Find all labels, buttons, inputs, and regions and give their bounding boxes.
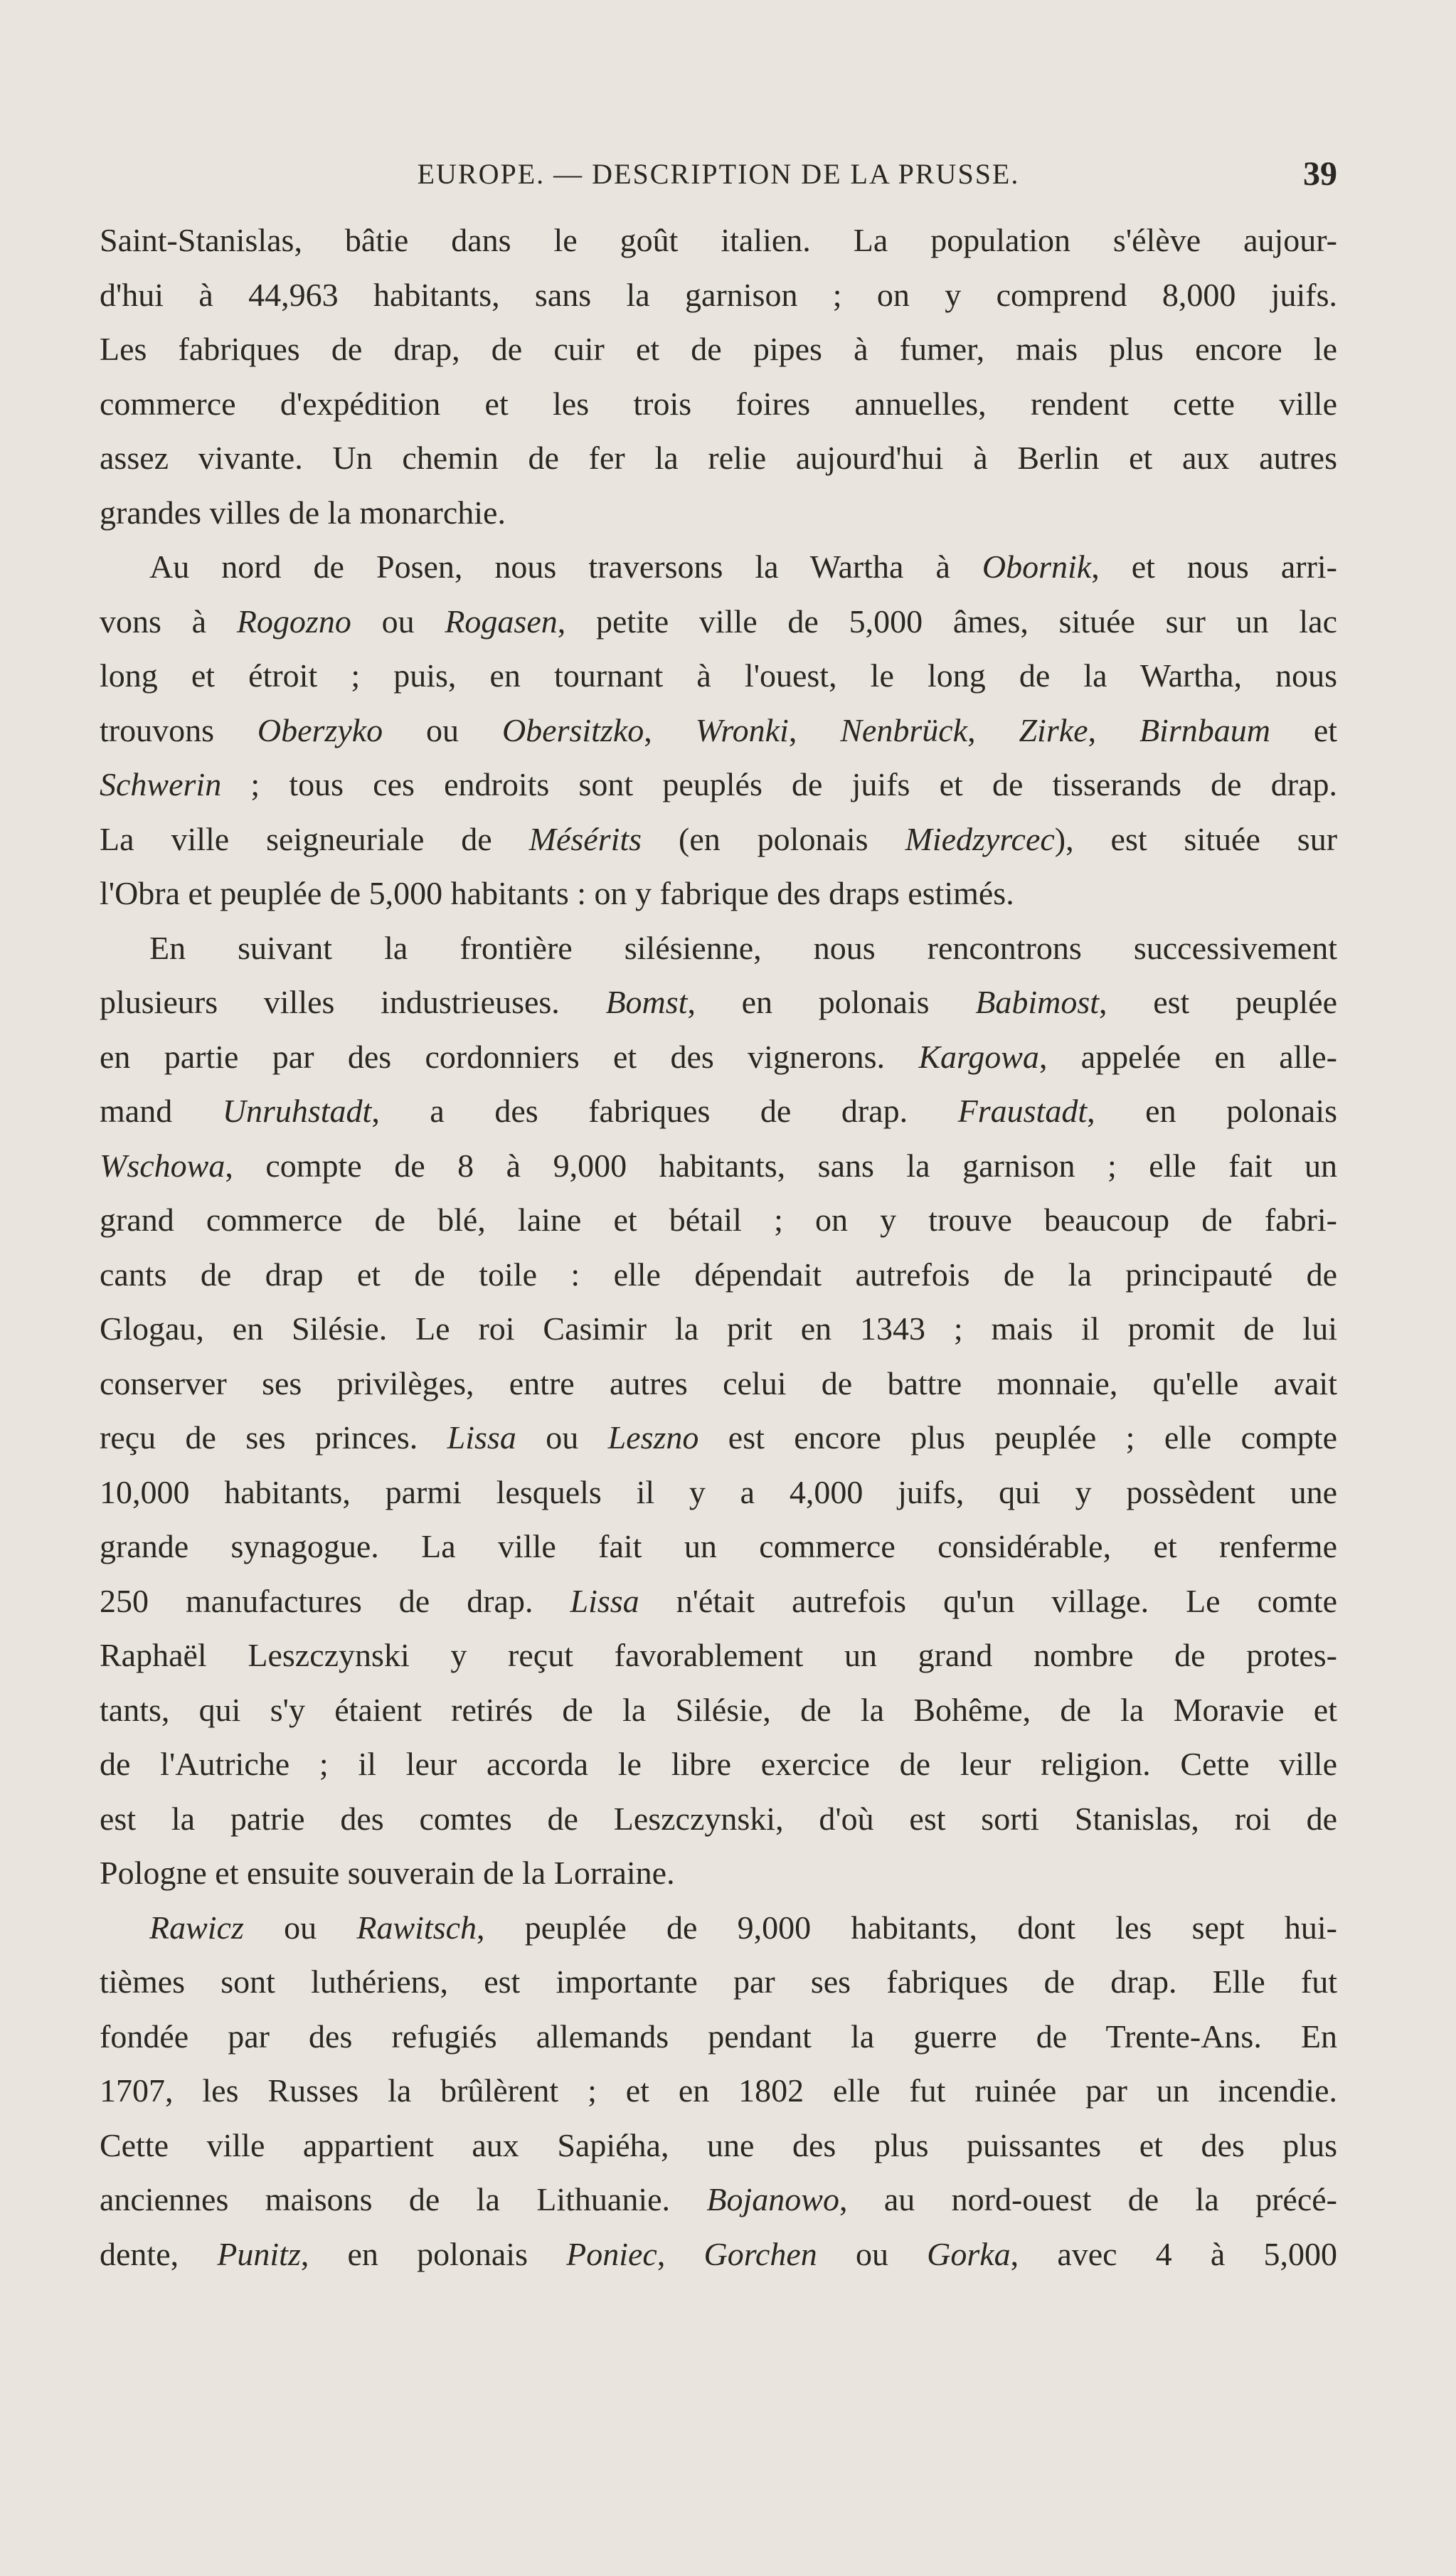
place-name: Mésérits xyxy=(528,820,642,857)
text-line: Raphaël Leszczynski y reçut favorablement un grand nombre de protes- xyxy=(100,1637,1337,1673)
text-line: Schwerin ; tous ces endroits sont peuplés de juifs et de tisserands de drap. xyxy=(100,766,1337,802)
place-name: Leszno xyxy=(607,1419,699,1456)
place-name: Bojanowo xyxy=(706,2181,839,2217)
place-name: Obersitzko xyxy=(501,711,644,748)
place-name: Oberzyko xyxy=(257,711,383,748)
place-name: Birnbaum xyxy=(1139,711,1270,748)
text-line: assez vivante. Un chemin de fer la relie aujourd'hui à Berlin et aux autres xyxy=(100,440,1337,476)
text-line: Wschowa, compte de 8 à 9,000 habitants, sans la garnison ; elle fait un xyxy=(100,1147,1337,1184)
text-line: tièmes sont luthériens, est importante par ses fabriques de drap. Elle fut xyxy=(100,1963,1337,2000)
text-line: d'hui à 44,963 habitants, sans la garnison ; on y comprend 8,000 juifs. xyxy=(100,276,1337,313)
text-line: cants de drap et de toile : elle dépendait autrefois de la principauté de xyxy=(100,1256,1337,1293)
place-name: Unruhstadt xyxy=(222,1093,372,1129)
text-line: plusieurs villes industrieuses. Bomst, en polonais Babimost, est peuplée xyxy=(100,984,1337,1020)
text-line: en partie par des cordonniers et des vignerons. Kargowa, appelée en alle- xyxy=(100,1038,1337,1075)
text-line: tants, qui s'y étaient retirés de la Silésie, de la Bohême, de la Moravie et xyxy=(100,1691,1337,1728)
text-line: mand Unruhstadt, a des fabriques de drap. Fraustadt, en polonais xyxy=(100,1093,1337,1129)
text-line: 250 manufactures de drap. Lissa n'était autrefois qu'un village. Le comte xyxy=(100,1582,1337,1619)
text-line: grandes villes de la monarchie. xyxy=(100,494,506,531)
place-name: Punitz xyxy=(217,2235,301,2272)
place-name: Poniec xyxy=(566,2235,657,2272)
place-name: Wronki xyxy=(695,711,789,748)
text-line: commerce d'expédition et les trois foires annuelles, rendent cette ville xyxy=(100,385,1337,422)
place-name: Rawitsch xyxy=(356,1909,477,1946)
text-line: En suivant la frontière silésienne, nous rencontrons successivement xyxy=(149,929,1337,966)
page-header xyxy=(100,149,1337,199)
text-line: Saint-Stanislas, bâtie dans le goût italien. La population s'élève aujour- xyxy=(100,222,1337,258)
place-name: Schwerin xyxy=(100,766,222,802)
place-name: Miedzyrcec xyxy=(905,820,1055,857)
place-name: Lissa xyxy=(570,1582,639,1619)
text-line: Rawicz ou Rawitsch, peuplée de 9,000 habitants, dont les sept hui- xyxy=(149,1909,1337,1946)
place-name: Babimost xyxy=(975,984,1100,1020)
text-line: grande synagogue. La ville fait un commerce considérable, et renferme xyxy=(100,1528,1337,1564)
body-text xyxy=(100,213,1337,2281)
text-line: conserver ses privilèges, entre autres celui de battre monnaie, qu'elle avait xyxy=(100,1364,1337,1401)
text-line: de l'Autriche ; il leur accorda le libre exercice de leur religion. Cette ville xyxy=(100,1746,1337,1782)
place-name: Rawicz xyxy=(149,1909,244,1946)
place-name: Rogasen xyxy=(445,603,558,640)
text-line: l'Obra et peuplée de 5,000 habitants : on y fabrique des draps estimés. xyxy=(100,875,1014,911)
place-name: Rogozno xyxy=(236,603,351,640)
text-line: Cette ville appartient aux Sapiéha, une des plus puissantes et des plus xyxy=(100,2126,1337,2163)
text-line: fondée par des refugiés allemands pendant la guerre de Trente-Ans. En xyxy=(100,2018,1337,2055)
place-name: Nenbrück xyxy=(840,711,968,748)
text-line: 1707, les Russes la brûlèrent ; et en 1802 elle fut ruinée par un incendie. xyxy=(100,2072,1337,2109)
running-head: EUROPE. — DESCRIPTION DE LA PRUSSE. xyxy=(417,158,1020,190)
place-name: Wschowa xyxy=(100,1147,225,1184)
text-line: Glogau, en Silésie. Le roi Casimir la prit en 1343 ; mais il promit de lui xyxy=(100,1310,1337,1347)
place-name: Gorka xyxy=(927,2235,1011,2272)
text-line: Les fabriques de drap, de cuir et de pipes à fumer, mais plus encore le xyxy=(100,331,1337,367)
text-line: Pologne et ensuite souverain de la Lorraine. xyxy=(100,1855,675,1891)
place-name: Zirke xyxy=(1019,711,1088,748)
text-line: long et étroit ; puis, en tournant à l'ouest, le long de la Wartha, nous xyxy=(100,657,1337,694)
text-line: La ville seigneuriale de Mésérits (en polonais Miedzyrcec), est située sur xyxy=(100,820,1337,857)
text-line: grand commerce de blé, laine et bétail ; on y trouve beaucoup de fabri- xyxy=(100,1202,1337,1238)
text-line: est la patrie des comtes de Leszczynski, d'où est sorti Stanislas, roi de xyxy=(100,1800,1337,1837)
text-line: anciennes maisons de la Lithuanie. Bojanowo, au nord-ouest de la précé- xyxy=(100,2181,1337,2217)
place-name: Kargowa xyxy=(918,1038,1039,1075)
place-name: Bomst xyxy=(605,984,688,1020)
text-line: 10,000 habitants, parmi lesquels il y a 4,000 juifs, qui y possèdent une xyxy=(100,1473,1337,1510)
text-line: dente, Punitz, en polonais Poniec, Gorchen ou Gorka, avec 4 à 5,000 xyxy=(100,2235,1337,2272)
place-name: Fraustadt xyxy=(957,1093,1088,1129)
place-name: Gorchen xyxy=(703,2235,817,2272)
text-line: Au nord de Posen, nous traversons la Wartha à Obornik, et nous arri- xyxy=(149,548,1337,585)
place-name: Obornik xyxy=(982,548,1092,585)
text-line: reçu de ses princes. Lissa ou Leszno est encore plus peuplée ; elle compte xyxy=(100,1419,1337,1456)
place-name: Lissa xyxy=(447,1419,516,1456)
text-line: vons à Rogozno ou Rogasen, petite ville de 5,000 âmes, située sur un lac xyxy=(100,603,1337,640)
text-line: trouvons Oberzyko ou Obersitzko, Wronki, Nenbrück, Zirke, Birnbaum et xyxy=(100,711,1337,748)
page-number: 39 xyxy=(1303,155,1337,193)
